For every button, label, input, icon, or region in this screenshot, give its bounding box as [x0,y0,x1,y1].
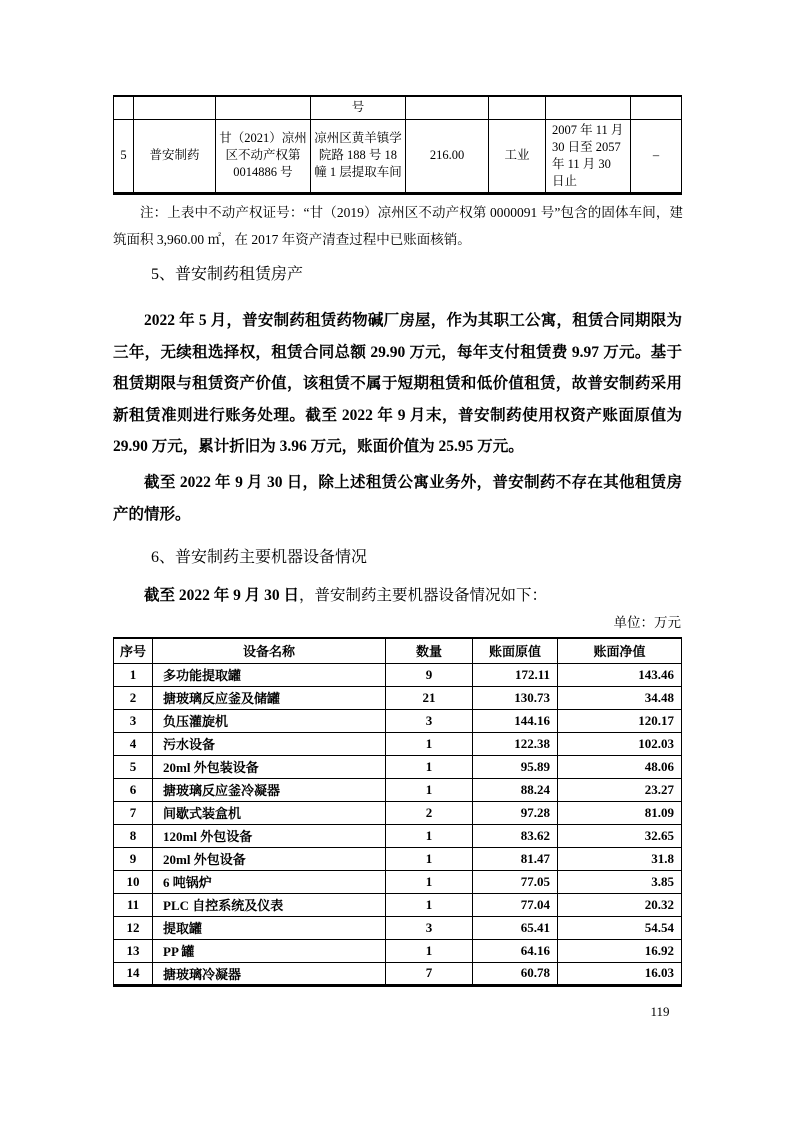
cell-qty: 1 [386,824,473,847]
cell-original-value: 88.24 [473,778,558,801]
cell-net-value: 32.65 [558,824,682,847]
cell-qty: 1 [386,755,473,778]
cell-name: 污水设备 [153,732,386,755]
unit-label: 单位：万元 [613,615,681,630]
cell-original-value: 60.78 [473,962,558,985]
header-original-value: 账面原值 [473,638,558,663]
header-seq: 序号 [114,638,153,663]
table-note: 注：上表中不动产权证号：“甘（2019）凉州区不动产权第 0000091 号”包含的固体车间，建筑面积 3,960.00 ㎡，在 2017 年资产清查过程中已账面核销。 [113,205,683,247]
cell-seq: 1 [114,663,153,686]
section-5-heading: 5、普安制药租赁房产 [151,266,304,283]
table-row [114,778,682,801]
cell-qty: 3 [386,916,473,939]
cell-name: 多功能提取罐 [153,663,386,686]
table-row [114,824,682,847]
cell-qty: 9 [386,663,473,686]
table-row [114,939,682,962]
table-row [114,801,682,824]
cell-original-value: 144.16 [473,709,558,732]
section-6-intro [113,584,681,608]
cell-original-value: 130.73 [473,686,558,709]
table-row [114,916,682,939]
cell-net-value: 31.8 [558,847,682,870]
cell-seq: 9 [114,847,153,870]
cell-net-value: 48.06 [558,755,682,778]
table-cell [489,96,546,119]
table-header-row [114,638,682,663]
cell-name: 120ml 外包设备 [153,824,386,847]
cell-qty: 1 [386,870,473,893]
cell-original-value: 95.89 [473,755,558,778]
table-row [114,755,682,778]
cell-qty: 1 [386,893,473,916]
cell-qty: 1 [386,847,473,870]
table-row-partial [114,96,682,119]
cell-net-value: 102.03 [558,732,682,755]
cell-name: 20ml 外包装设备 [153,755,386,778]
cell-seq: 5 [114,755,153,778]
cell-qty: 1 [386,732,473,755]
cell-original-value: 122.38 [473,732,558,755]
cell-net-value: 20.32 [558,893,682,916]
cell-original-value: 81.47 [473,847,558,870]
intro-regular-text: ，普安制药主要机器设备情况如下： [299,587,548,604]
section-5-paragraph-2: 截至 2022 年 9 月 30 日，除上述租赁公寓业务外，普安制药不存在其他租赁房产的情形。 [113,474,682,523]
table-cell [134,96,216,119]
table-row [114,686,682,709]
header-name: 设备名称 [153,638,386,663]
table-cell [216,96,311,119]
cell-mortgage: – [631,119,682,193]
cell-qty: 1 [386,939,473,962]
cell-net-value: 54.54 [558,916,682,939]
cell-name: 20ml 外包设备 [153,847,386,870]
section-5-paragraph-1: 2022 年 5 月，普安制药租赁药物碱厂房屋，作为其职工公寓，租赁合同期限为三年，无续租选择权，租赁合同总额 29.90 万元，每年支付租赁费 9.97 万元。基于租赁期限与租赁资产价值，该租赁不属于短期租赁和低价值租赁，故普安制药采用新租赁准则进行账务处理。截至 2022 年 9 月末，普安制药使用权资产账面原值为 29.90 万元，累计折旧为 3.96 万元，账面价值为 25.95 万元。 [113,312,682,455]
cell-cert-no: 甘（2021）凉州区不动产权第0014886 号 [216,119,311,193]
cell-original-value: 97.28 [473,801,558,824]
header-qty: 数量 [386,638,473,663]
table-row [114,893,682,916]
cell-seq: 2 [114,686,153,709]
cell-name: 搪玻璃反应釜及储罐 [153,686,386,709]
cell-original-value: 83.62 [473,824,558,847]
cell-seq: 6 [114,778,153,801]
cell-name: PP 罐 [153,939,386,962]
cell-usage: 工业 [489,119,546,193]
cell-net-value: 143.46 [558,663,682,686]
cell-qty: 2 [386,801,473,824]
cell-name: 6 吨锅炉 [153,870,386,893]
cell-name: 搪玻璃反应釜冷凝器 [153,778,386,801]
table-cell [406,96,489,119]
cell-name: PLC 自控系统及仪表 [153,893,386,916]
cell-seq: 11 [114,893,153,916]
cell-net-value: 23.27 [558,778,682,801]
cell-qty: 21 [386,686,473,709]
table-row [114,870,682,893]
cell-company: 普安制药 [134,119,216,193]
table-cell [631,96,682,119]
cell-original-value: 64.16 [473,939,558,962]
cell-original-value: 77.05 [473,870,558,893]
cell-original-value: 172.11 [473,663,558,686]
cell-seq: 3 [114,709,153,732]
table-row [114,709,682,732]
table-cell-address-fragment: 号 [311,96,406,119]
table-row [114,962,682,985]
table-row [114,847,682,870]
cell-term: 2007 年 11 月 30 日至 2057 年 11 月 30 日止 [546,119,631,193]
section-6-heading: 6、普安制药主要机器设备情况 [151,549,368,566]
cell-seq: 5 [114,119,134,193]
cell-seq: 14 [114,962,153,985]
cell-name: 搪玻璃冷凝器 [153,962,386,985]
table-row [114,663,682,686]
table-cell [546,96,631,119]
cell-seq: 7 [114,801,153,824]
intro-bold-text: 截至 2022 年 9 月 30 日 [144,587,300,604]
table-cell [114,96,134,119]
cell-seq: 13 [114,939,153,962]
cell-area: 216.00 [406,119,489,193]
equipment-table [113,637,682,987]
page-number: 119 [650,1004,670,1019]
property-table [113,95,682,195]
cell-name: 提取罐 [153,916,386,939]
cell-qty: 1 [386,778,473,801]
cell-net-value: 3.85 [558,870,682,893]
cell-original-value: 77.04 [473,893,558,916]
cell-name: 负压灌旋机 [153,709,386,732]
cell-net-value: 16.92 [558,939,682,962]
table-row [114,732,682,755]
cell-qty: 7 [386,962,473,985]
cell-net-value: 16.03 [558,962,682,985]
cell-net-value: 34.48 [558,686,682,709]
cell-seq: 12 [114,916,153,939]
cell-address: 凉州区黄羊镇学院路 188 号 18 幢 1 层提取车间 [311,119,406,193]
cell-seq: 10 [114,870,153,893]
cell-name: 间歇式装盒机 [153,801,386,824]
cell-net-value: 120.17 [558,709,682,732]
header-net-value: 账面净值 [558,638,682,663]
cell-qty: 3 [386,709,473,732]
cell-net-value: 81.09 [558,801,682,824]
table-row [114,119,682,193]
cell-original-value: 65.41 [473,916,558,939]
cell-seq: 8 [114,824,153,847]
cell-seq: 4 [114,732,153,755]
